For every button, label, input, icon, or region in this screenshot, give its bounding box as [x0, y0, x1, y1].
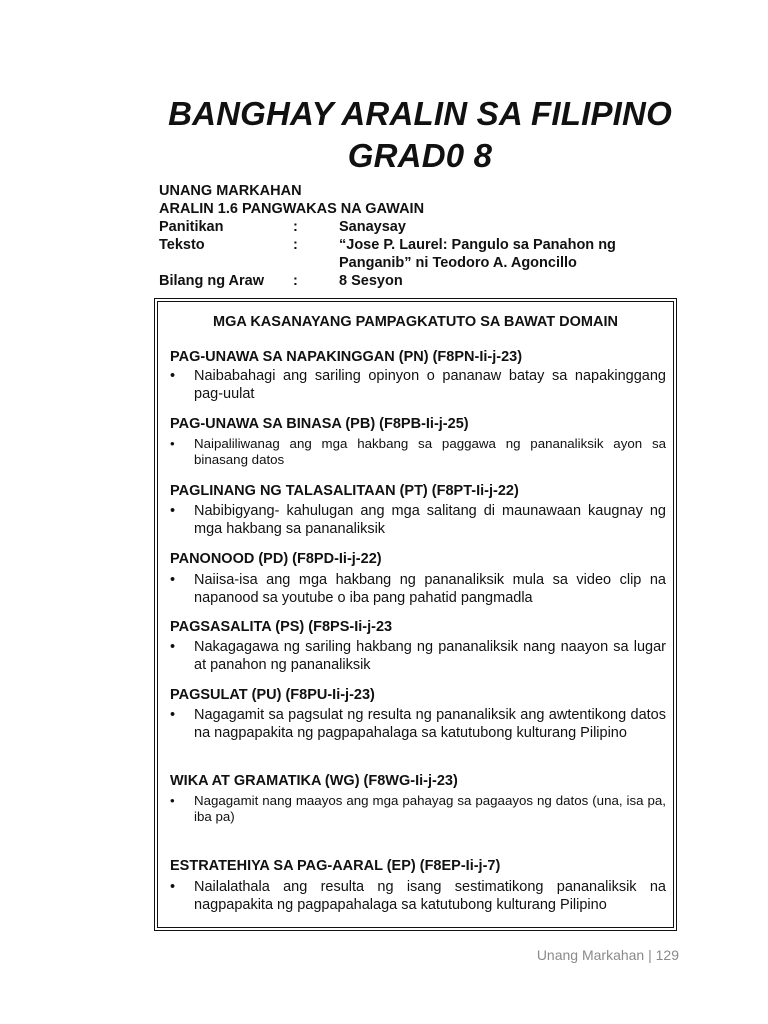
meta-label: Bilang ng Araw — [159, 273, 264, 289]
item-text: Naiisa-isa ang mga hakbang ng pananaliksik mula sa video clip na napanood sa youtube o iba pang pahatid pangmadla — [194, 572, 666, 606]
bullet-icon: • — [170, 368, 176, 384]
document-title: BANGHAY ARALIN SA FILIPINO — [168, 95, 672, 132]
item-text: Naibabahagi ang sariling opinyon o pananaw batay sa napakinggang pag-uulat — [194, 368, 666, 402]
meta-value: Panganib” ni Teodoro A. Agoncillo — [339, 255, 577, 271]
bullet-icon: • — [170, 707, 176, 723]
page-footer: Unang Markahan | 129 — [536, 947, 679, 963]
item-text: Naipaliliwanag ang mga hakbang sa paggawa ng pananaliksik ayon sa binasang datos — [194, 436, 666, 467]
domain-item — [170, 639, 666, 674]
bullet-icon: • — [170, 436, 175, 451]
lesson-text: ARALIN 1.6 PANGWAKAS NA GAWAIN — [159, 201, 425, 217]
domain-title: PAG-UNAWA SA BINASA (PB) (F8PB-Ii-j-25) — [170, 416, 469, 432]
box-header: MGA KASANAYANG PAMPAGKATUTO SA BAWAT DOMAIN — [213, 314, 618, 330]
domain-item — [170, 793, 666, 825]
competencies-box — [154, 298, 677, 931]
meta-value: Sanaysay — [339, 219, 406, 235]
meta-value: 8 Sesyon — [339, 273, 403, 289]
domain-title: PAGSASALITA (PS) (F8PS-Ii-j-23 — [170, 619, 393, 635]
item-text: Nagagamit sa pagsulat ng resulta ng pananaliksik ang awtentikong datos na nagpapakita ng pagpapahalaga sa katutubong kulturang Pilipino — [194, 707, 666, 741]
domain-item — [170, 503, 666, 538]
bullet-icon: • — [170, 572, 176, 588]
meta-colon: : — [293, 273, 298, 289]
domain-item — [170, 436, 666, 468]
item-text: Nagagamit nang maayos ang mga pahayag sa pagaayos ng datos (una, isa pa, iba pa) — [194, 793, 666, 824]
bullet-icon: • — [170, 639, 176, 655]
document-subtitle: GRAD0 8 — [347, 137, 493, 174]
item-text: Nabibigyang- kahulugan ang mga salitang di maunawaan kaugnay ng mga hakbang sa pananaliksik — [194, 503, 666, 537]
bullet-icon: • — [170, 793, 175, 808]
domain-title: PAGLINANG NG TALASALITAAN (PT) (F8PT-Ii-j-22) — [170, 483, 519, 499]
meta-colon: : — [293, 219, 298, 235]
bullet-icon: • — [170, 503, 176, 519]
domain-title: ESTRATEHIYA SA PAG-AARAL (EP) (F8EP-Ii-j-7) — [170, 858, 501, 874]
item-text: Nakagagawa ng sariling hakbang ng pananaliksik nang naayon sa lugar at panahon ng pananaliksik — [194, 639, 666, 673]
meta-colon: : — [293, 237, 298, 253]
domain-title: WIKA AT GRAMATIKA (WG) (F8WG-Ii-j-23) — [170, 773, 458, 789]
domain-title: PAGSULAT (PU) (F8PU-Ii-j-23) — [170, 687, 375, 703]
meta-value: “Jose P. Laurel: Pangulo sa Panahon ng — [339, 237, 616, 253]
meta-label: Panitikan — [159, 219, 224, 235]
domain-item — [170, 572, 666, 607]
domain-title: PANONOOD (PD) (F8PD-Ii-j-22) — [170, 551, 382, 567]
meta-label: Teksto — [159, 237, 205, 253]
quarter-text: UNANG MARKAHAN — [159, 183, 302, 199]
bullet-icon: • — [170, 879, 176, 895]
domain-item — [170, 879, 666, 914]
domain-item — [170, 707, 666, 742]
domain-title: PAG-UNAWA SA NAPAKINGGAN (PN) (F8PN-Ii-j-23) — [170, 349, 523, 365]
domain-item — [170, 368, 666, 403]
item-text: Nailalathala ang resulta ng isang sestimatikong pananaliksik na nagpapakita ng pagpapahalaga sa katutubong kulturang Pilipino — [194, 879, 666, 913]
